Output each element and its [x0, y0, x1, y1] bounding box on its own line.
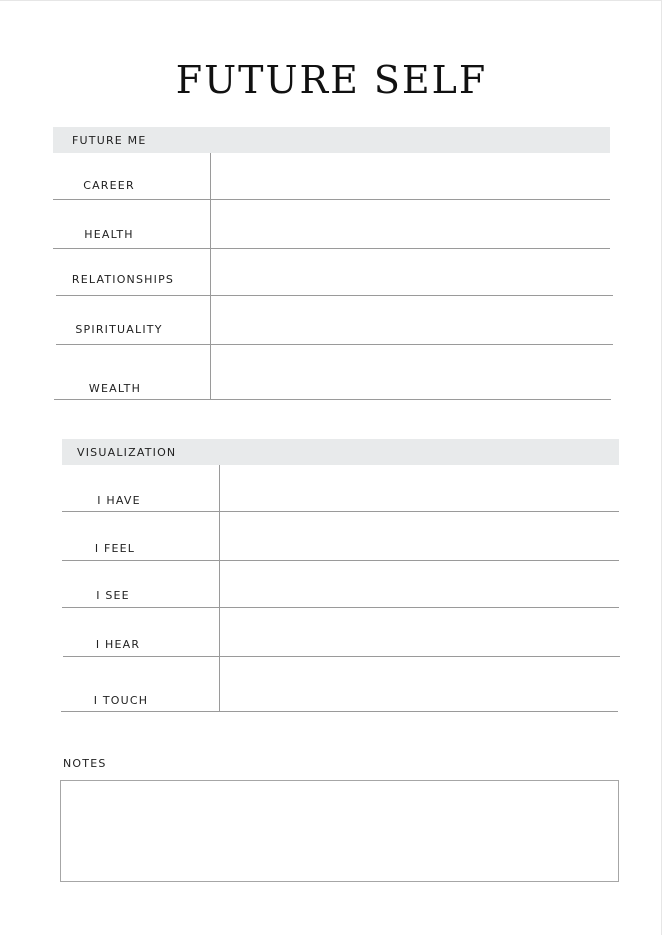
row-label-i-touch: I TOUCH — [93, 694, 149, 707]
spirituality-write-area[interactable] — [211, 296, 613, 344]
row-label-i-see: I SEE — [96, 589, 130, 602]
i-see-write-area[interactable] — [220, 561, 619, 607]
i-feel-write-area[interactable] — [220, 512, 619, 560]
relationships-write-area[interactable] — [211, 249, 613, 295]
i-have-write-area[interactable] — [220, 465, 619, 511]
notes-label: NOTES — [63, 757, 107, 770]
row-label-i-have: I HAVE — [97, 494, 141, 507]
row-label-i-hear: I HEAR — [95, 638, 141, 651]
row-label-career: CAREER — [83, 179, 135, 192]
future-me-header-label: FUTURE ME — [72, 134, 147, 147]
row-label-i-feel: I FEEL — [94, 542, 136, 555]
row-label-health: HEALTH — [84, 228, 134, 241]
visualization-header — [62, 439, 619, 465]
wealth-write-area[interactable] — [211, 345, 611, 399]
row-divider — [61, 711, 618, 712]
page-title: FUTURE SELF — [175, 58, 488, 102]
health-write-area[interactable] — [211, 200, 610, 248]
row-label-spirituality: SPIRITUALITY — [75, 323, 163, 336]
career-write-area[interactable] — [211, 153, 610, 199]
notes-box[interactable] — [60, 780, 619, 882]
row-divider — [54, 399, 611, 400]
future-me-header — [53, 127, 610, 153]
visualization-header-label: VISUALIZATION — [77, 446, 177, 459]
row-label-wealth: WEALTH — [88, 382, 142, 395]
i-touch-write-area[interactable] — [220, 657, 619, 711]
i-hear-write-area[interactable] — [220, 608, 620, 656]
row-label-relationships: RELATIONSHIPS — [71, 273, 175, 286]
